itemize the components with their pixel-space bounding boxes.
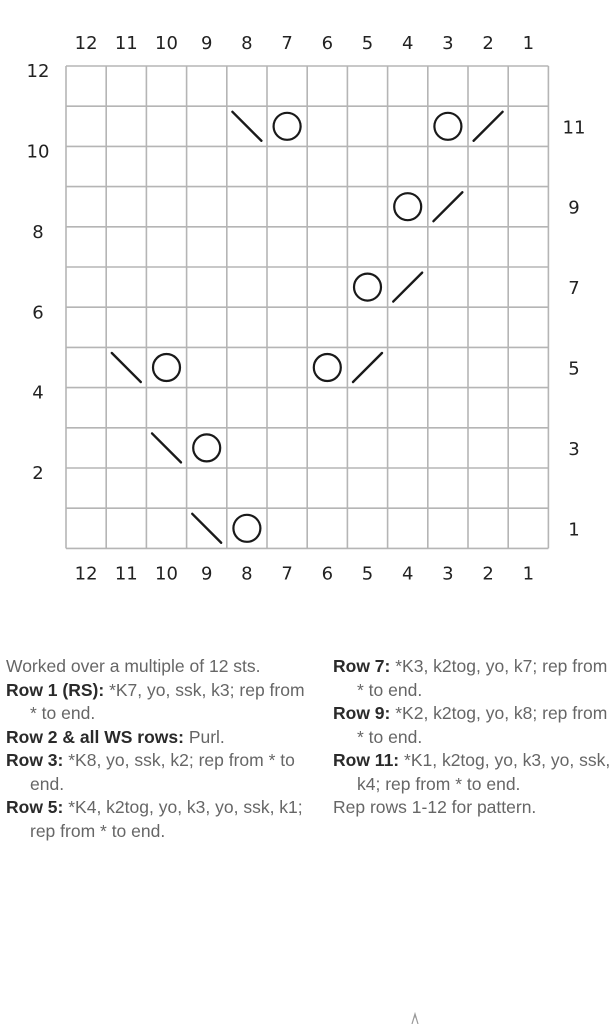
k2tog-symbol [474,112,503,141]
column-label-top: 6 [321,33,334,54]
instruction-row-1: Row 1 (RS): *K7, yo, ssk, k3; rep from * to end. [6,679,305,723]
row-label-left: 10 [26,141,50,163]
k2tog-symbol [433,192,462,221]
row-label-right: 11 [562,117,586,139]
row-label-right: 5 [568,358,580,380]
instruction-repeat: Rep rows 1-12 for pattern. [333,797,537,817]
row-label-left: 4 [32,382,44,404]
instruction-row-3: Row 3: *K8, yo, ssk, k2; rep from * to end. [6,750,295,794]
yo-symbol [274,113,301,140]
instructions-right-column [333,655,613,820]
column-label-bottom: 2 [482,563,494,585]
row-label-left: 2 [32,463,44,485]
column-label-top: 7 [281,33,293,54]
row-label-right: 9 [568,197,580,219]
column-label-bottom: 6 [321,563,334,585]
yo-symbol [354,274,381,301]
ssk-symbol [152,433,181,462]
row-label-left: 12 [26,61,50,83]
ssk-symbol [112,353,141,382]
k2tog-symbol [393,273,422,302]
instruction-intro: Worked over a multiple of 12 sts. [6,656,261,676]
row-label-right: 7 [568,278,580,300]
column-label-top: 11 [114,33,138,54]
row-label-left: 6 [32,302,44,324]
column-label-bottom: 12 [74,563,98,585]
instruction-row-5: Row 5: *K4, k2tog, yo, k3, yo, ssk, k1; rep from * to end. [6,797,303,841]
column-label-top: 5 [361,33,374,54]
column-label-top: 9 [200,33,213,54]
row-label-right: 3 [568,438,580,460]
column-label-bottom: 7 [281,563,293,585]
instruction-row-11: Row 11: *K1, k2tog, yo, k3, yo, ssk, k4; rep from * to end. [333,750,611,794]
yo-symbol [434,113,461,140]
column-label-bottom: 8 [241,563,253,585]
row-label-right: 1 [568,519,580,541]
yo-symbol [233,515,260,542]
ssk-symbol [232,112,261,141]
column-label-bottom: 3 [442,563,454,585]
yo-symbol [394,193,421,220]
row-label-left: 8 [32,221,44,243]
column-label-top: 12 [74,33,98,54]
instruction-row-9: Row 9: *K2, k2tog, yo, k8; rep from * to end. [333,703,608,747]
column-label-top: 1 [522,33,535,54]
column-label-bottom: 4 [401,563,414,585]
ssk-symbol [192,514,221,543]
column-label-top: 10 [155,33,178,54]
corner-mark-icon [400,1008,430,1024]
column-label-top: 2 [482,33,494,54]
column-label-top: 3 [442,33,454,54]
instruction-row-7: Row 7: *K3, k2tog, yo, k7; rep from * to end. [333,656,608,700]
column-label-bottom: 10 [155,563,178,585]
instruction-row-2-ws: Row 2 & all WS rows: Purl. [6,726,225,747]
instructions-left-column [6,655,306,843]
yo-symbol [314,354,341,381]
column-label-bottom: 5 [361,563,374,585]
column-label-bottom: 1 [522,563,535,585]
column-label-bottom: 11 [114,563,138,585]
yo-symbol [153,354,180,381]
column-label-top: 4 [401,33,414,54]
k2tog-symbol [353,353,382,382]
yo-symbol [193,434,220,461]
column-label-top: 8 [241,33,253,54]
column-label-bottom: 9 [200,563,213,585]
